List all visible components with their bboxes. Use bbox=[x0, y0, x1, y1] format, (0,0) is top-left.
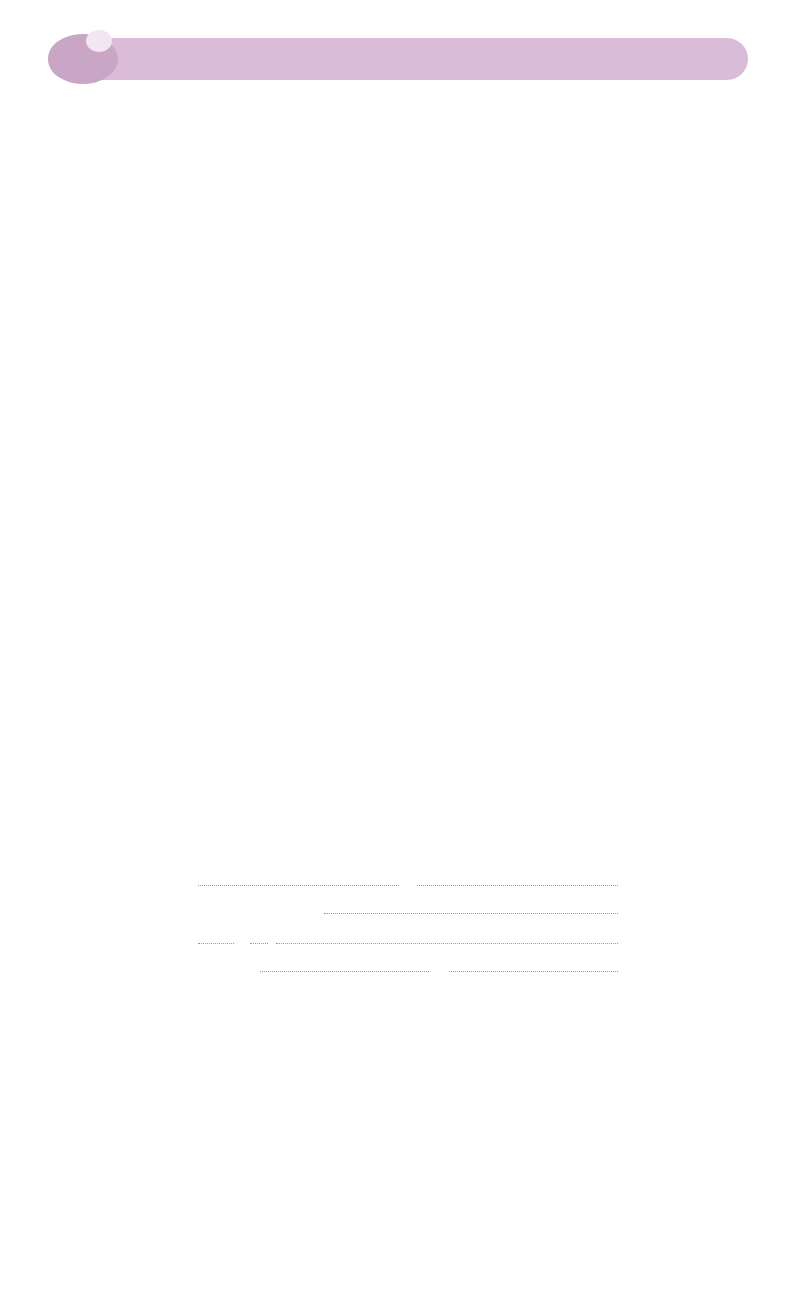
dotted-leader bbox=[276, 943, 618, 944]
service-1-leader bbox=[200, 92, 350, 116]
dotted-leader bbox=[250, 943, 268, 944]
service-2-leader bbox=[382, 92, 532, 116]
header-bar bbox=[48, 38, 748, 80]
order-item-sermon bbox=[60, 928, 740, 954]
sunday-worship-logo bbox=[82, 40, 83, 69]
dotted-leader bbox=[198, 885, 399, 886]
dotted-leader bbox=[449, 971, 618, 972]
dotted-leader bbox=[260, 971, 429, 972]
order-item-sermon-2 bbox=[246, 956, 740, 982]
dotted-leader bbox=[417, 885, 618, 886]
service-3-leader bbox=[568, 92, 718, 116]
dotted-leader bbox=[198, 943, 234, 944]
header-decoration-highlight bbox=[86, 30, 112, 52]
order-item-anthem-2 bbox=[310, 898, 740, 924]
dotted-leader bbox=[324, 913, 618, 914]
order-item-anthem bbox=[60, 870, 740, 896]
